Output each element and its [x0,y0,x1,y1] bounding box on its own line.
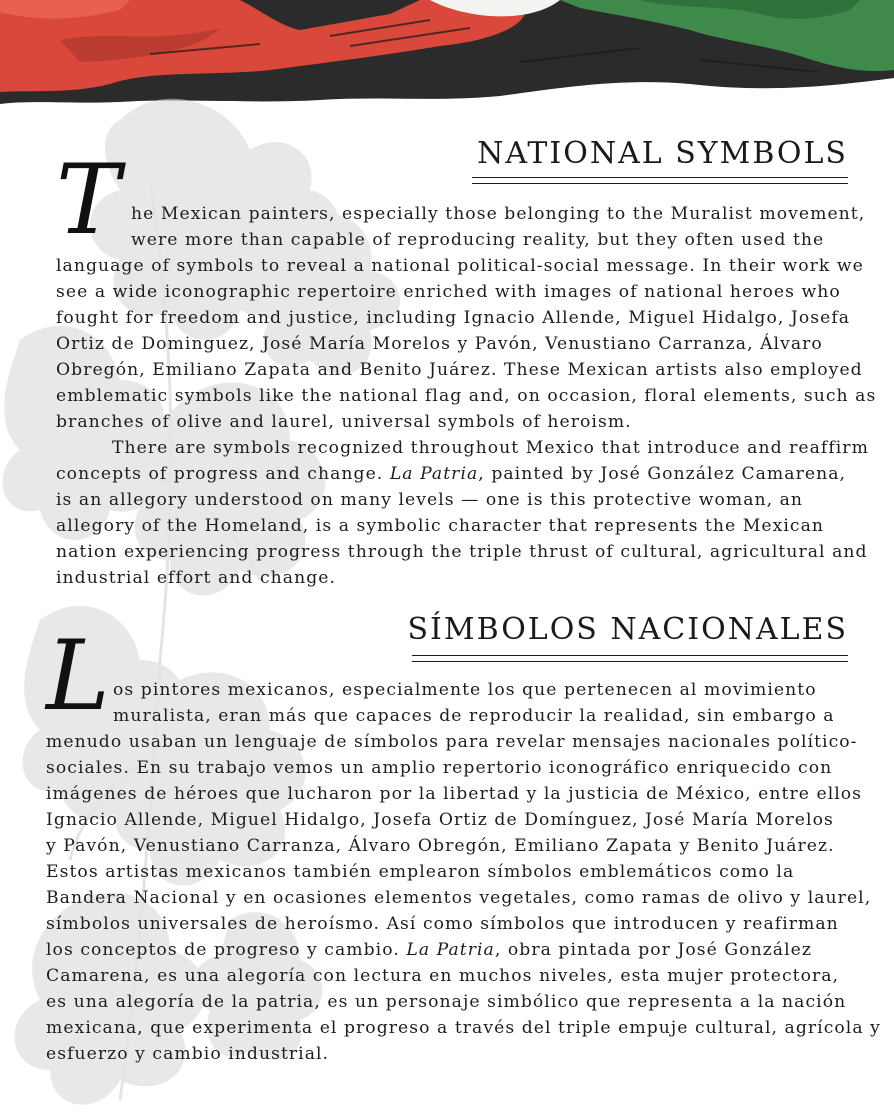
section-heading: NATIONAL SYMBOLS [477,136,848,171]
text-line [46,885,871,911]
text-line [56,513,824,539]
text-line [131,227,824,253]
text-span: Obregón, Emiliano Zapata and Benito Juárez. These Mexican artists also employed [56,360,863,380]
text-span: see a wide iconographic repertoire enriched with images of national heroes who [56,282,841,302]
text-span: esfuerzo y cambio industrial. [46,1044,330,1064]
text-span: language of symbols to reveal a national political-social message. In their work we [56,256,864,276]
text-span: Estos artistas mexicanos también emplearon símbolos emblemáticos como la [46,862,795,882]
text-span: he Mexican painters, especially those belonging to the Muralist movement, [131,204,866,224]
text-span: símbolos universales de heroísmo. Así como símbolos que introducen y reafirman [46,914,839,934]
text-line [56,539,868,565]
text-span: There are symbols recognized throughout Mexico that introduce and reaffirm [112,438,869,458]
heading-rule [412,655,848,656]
text-line [112,435,869,461]
text-line [56,461,846,487]
text-line [56,565,336,591]
text-span: allegory of the Homeland, is a symbolic character that represents the Mexican [56,516,825,536]
text-span: emblematic symbols like the national flag and, on occasion, floral elements, such as [56,386,877,406]
text-span: branches of olive and laurel, universal symbols of heroism. [56,412,632,432]
text-line [113,703,835,729]
text-line [46,1015,881,1041]
text-span: is an allegory understood on many levels — one is this protective woman, an [56,490,804,510]
text-span: , obra pintada por José González [494,940,812,960]
text-span: were more than capable of reproducing reality, but they often used the [131,230,825,250]
text-span: imágenes de héroes que lucharon por la libertad y la justicia de México, entre ellos [46,784,863,804]
text-line [46,755,832,781]
text-span: nation experiencing progress through the triple thrust of cultural, agricultural and [56,542,868,562]
drop-cap: T [56,144,121,256]
text-line [46,729,858,755]
text-line [131,201,865,227]
text-line [56,409,632,435]
italic-title: La Patria [389,464,479,484]
text-line [56,487,803,513]
text-line [46,937,812,963]
text-span: muralista, eran más que capaces de reproducir la realidad, sin embargo a [113,706,835,726]
text-line [46,807,834,833]
text-span: , painted by José González Camarena, [478,464,846,484]
text-span: os pintores mexicanos, especialmente los que pertenecen al movimiento [113,680,817,700]
text-line [56,279,841,305]
text-span: y Pavón, Venustiano Carranza, Álvaro Obregón, Emiliano Zapata y Benito Juárez. [46,836,835,856]
drop-cap: L [46,620,110,732]
text-span: mexicana, que experimenta el progreso a través del triple empuje cultural, agrícola y [46,1018,881,1038]
heading-rule [472,183,848,184]
heading-rule [472,177,848,178]
text-line [56,383,876,409]
text-span: Bandera Nacional y en ocasiones elementos vegetales, como ramas de olivo y laurel, [46,888,872,908]
text-line [46,859,794,885]
text-span: sociales. En su trabajo vemos un amplio repertorio iconográfico enriquecido con [46,758,833,778]
text-span: fought for freedom and justice, including Ignacio Allende, Miguel Hidalgo, Josefa [56,308,851,328]
text-line [46,963,839,989]
text-line [56,331,823,357]
text-span: Ortiz de Dominguez, José María Morelos y Pavón, Venustiano Carranza, Álvaro [56,334,823,354]
text-line [56,253,864,279]
heading-rule [412,661,848,662]
text-line [46,781,862,807]
text-line [56,357,863,383]
text-span: Ignacio Allende, Miguel Hidalgo, Josefa Ortiz de Domínguez, José María Morelos [46,810,834,830]
text-line [46,1041,329,1067]
text-line [113,677,817,703]
text-span: industrial effort and change. [56,568,336,588]
text-span: menudo usaban un lenguaje de símbolos para revelar mensajes nacionales político- [46,732,858,752]
italic-title: La Patria [406,940,495,960]
text-line [46,911,839,937]
text-span: concepts of progress and change. [56,464,390,484]
text-span: es una alegoría de la patria, es un personaje simbólico que representa a la nación [46,992,847,1012]
text-line [56,305,850,331]
text-line [46,833,835,859]
section-heading: SÍMBOLOS NACIONALES [407,612,848,647]
text-span: Camarena, es una alegoría con lectura en muchos niveles, esta mujer protectora, [46,966,840,986]
text-line [46,989,846,1015]
text-span: los conceptos de progreso y cambio. [46,940,407,960]
